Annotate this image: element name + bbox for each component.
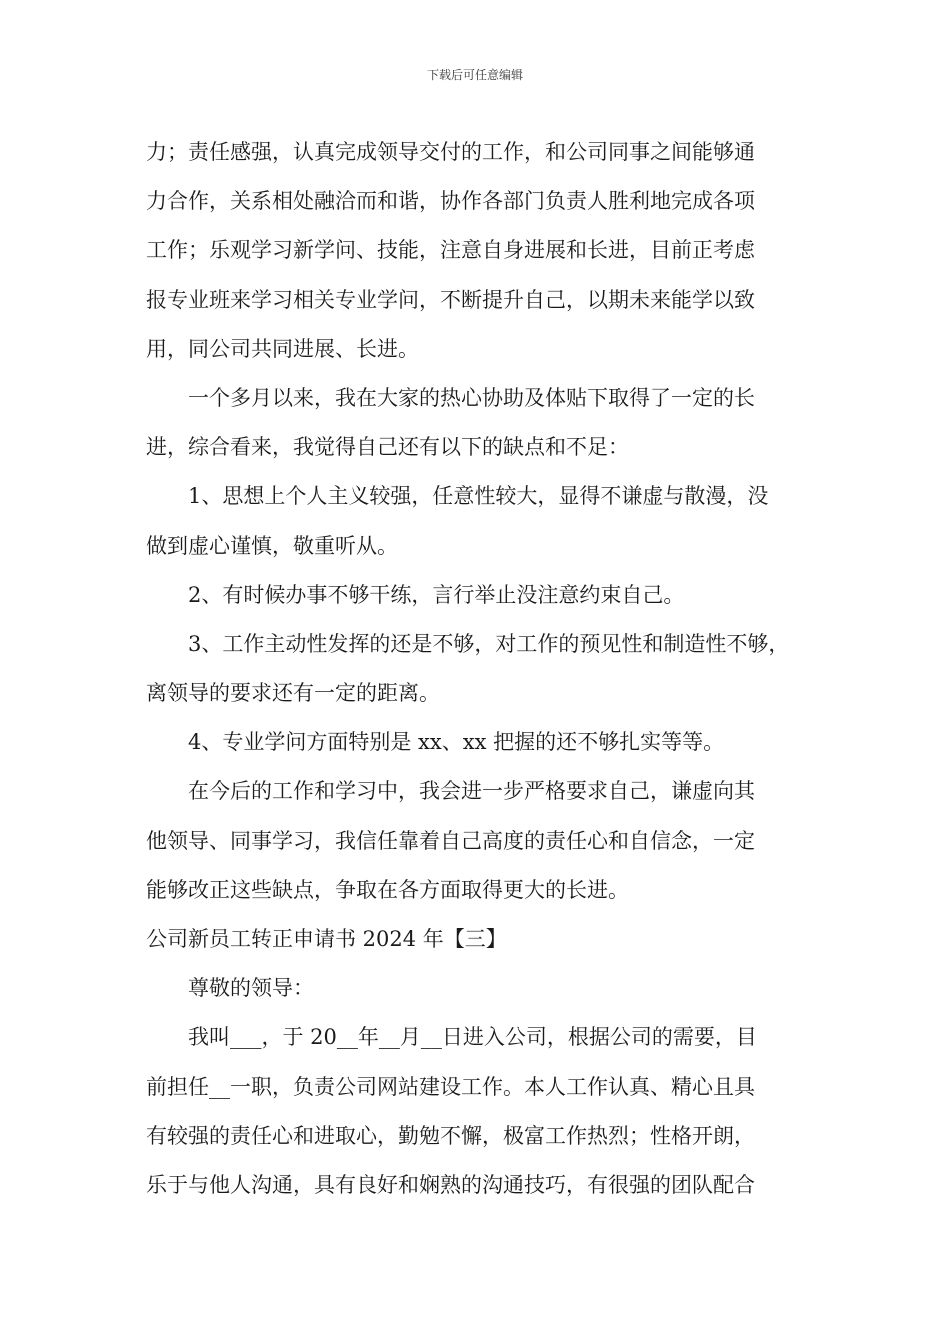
text-line: 做到虚心谨慎，敬重听从。 bbox=[146, 533, 398, 558]
text-line: 力；责任感强，认真完成领导交付的工作，和公司同事之间能够通 bbox=[146, 140, 755, 164]
text-line: 力合作，关系相处融洽而和谐，协作各部门负责人胜利地完成各项 bbox=[146, 189, 755, 214]
paragraph-shortcomings-intro bbox=[146, 374, 826, 472]
text-line: 3、工作主动性发挥的还是不够，对工作的预见性和制造性不够， bbox=[188, 631, 790, 656]
paragraph-introduction bbox=[146, 1013, 826, 1210]
text-line: 离领导的要求还有一定的距离。 bbox=[146, 681, 440, 706]
text-line: 进，综合看来，我觉得自己还有以下的缺点和不足： bbox=[146, 435, 629, 460]
text-line: 我叫___，于 20__年__月__日进入公司，根据公司的需要，目 bbox=[188, 1025, 757, 1050]
text-line: 前担任__一职，负责公司网站建设工作。本人工作认真、精心且具 bbox=[146, 1074, 755, 1099]
salutation-container bbox=[146, 964, 826, 1013]
text-line: 乐于与他人沟通，具有良好和娴熟的沟通技巧，有很强的团队配合 bbox=[146, 1172, 755, 1197]
paragraph-continuation bbox=[146, 128, 826, 374]
salutation: 尊敬的领导： bbox=[188, 976, 314, 1001]
text-line: 4、专业学问方面特别是 xx、xx 把握的还不够扎实等等。 bbox=[188, 730, 725, 755]
list-item-4 bbox=[146, 718, 826, 767]
text-line: 工作；乐观学习新学问、技能，注意自身进展和长进，目前正考虑 bbox=[146, 238, 755, 263]
list-item-1 bbox=[146, 472, 826, 570]
section-heading: 公司新员工转正申请书 2024 年【三】 bbox=[146, 927, 507, 951]
list-item-2 bbox=[146, 571, 826, 620]
text-line: 报专业班来学习相关专业学问，不断提升自己，以期未来能学以致 bbox=[146, 287, 755, 312]
text-line: 他领导、同事学习，我信任靠着自己高度的责任心和自信念，一定 bbox=[146, 828, 755, 853]
list-item-3 bbox=[146, 620, 826, 718]
text-line: 用，同公司共同进展、长进。 bbox=[146, 336, 419, 361]
text-line: 2、有时候办事不够干练，言行举止没注意约束自己。 bbox=[188, 582, 685, 607]
text-line: 有较强的责任心和进取心，勤勉不懈，极富工作热烈；性格开朗， bbox=[146, 1123, 755, 1148]
section-heading-container bbox=[146, 915, 826, 964]
paragraph-future-plans bbox=[146, 767, 826, 915]
text-line: 一个多月以来，我在大家的热心协助及体贴下取得了一定的长 bbox=[188, 385, 755, 410]
document-body bbox=[146, 128, 826, 1210]
page-header: 下载后可任意编辑 bbox=[426, 68, 523, 82]
text-line: 能够改正这些缺点，争取在各方面取得更大的长进。 bbox=[146, 877, 629, 902]
text-line: 在今后的工作和学习中，我会进一步严格要求自己，谦虚向其 bbox=[188, 779, 755, 804]
text-line: 1、思想上个人主义较强，任意性较大，显得不谦虚与散漫，没 bbox=[188, 484, 769, 509]
